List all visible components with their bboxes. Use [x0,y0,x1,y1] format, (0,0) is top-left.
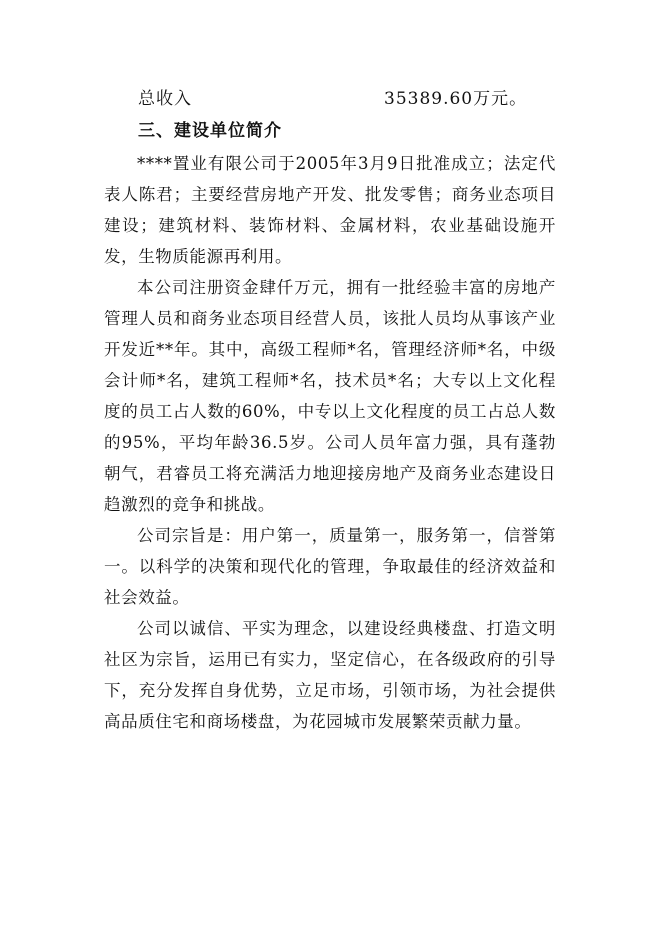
company-overview-paragraph: ****置业有限公司于2005年3月9日批准成立；法定代表人陈君；主要经营房地产开发、批发零售；商务业态项目建设；建筑材料、装饰材料、金属材料，农业基础设施开发，生物质能源再利用。 [104,154,556,266]
philosophy-paragraph: 公司以诚信、平实为理念，以建设经典楼盘、打造文明社区为宗旨，运用已有实力，坚定信心，在各级政府的引导下，充分发挥自身优势，立足市场，引领市场，为社会提供高品质住宅和商场楼盘，为花园城市发展繁荣贡献力量。 [104,619,556,731]
staff-paragraph: 本公司注册资金肆仟万元，拥有一批经验丰富的房地产管理人员和商务业态项目经营人员，该批人员均从事该产业开发近**年。其中，高级工程师*名，管理经济师*名，中级会计师*名，建筑工程师*名，技术员*名；大专以上文化程度的员工占人数的60%，中专以上文化程度的员工占总人数的95%，平均年龄36.5岁。公司人员年富力强，具有蓬勃朝气，君睿员工将充满活力地迎接房地产及商务业态建设日趋激烈的竞争和挑战。 [104,278,556,514]
total-income-row [138,84,538,114]
section-heading: 三、建设单位简介 [138,121,282,141]
purpose-paragraph: 公司宗旨是：用户第一，质量第一，服务第一，信誉第一。以科学的决策和现代化的管理，争取最佳的经济效益和社会效益。 [104,526,556,607]
total-income-label: 总收入 [138,89,192,109]
section-body [104,148,556,737]
total-income-value: 35389.60万元。 [384,89,528,109]
